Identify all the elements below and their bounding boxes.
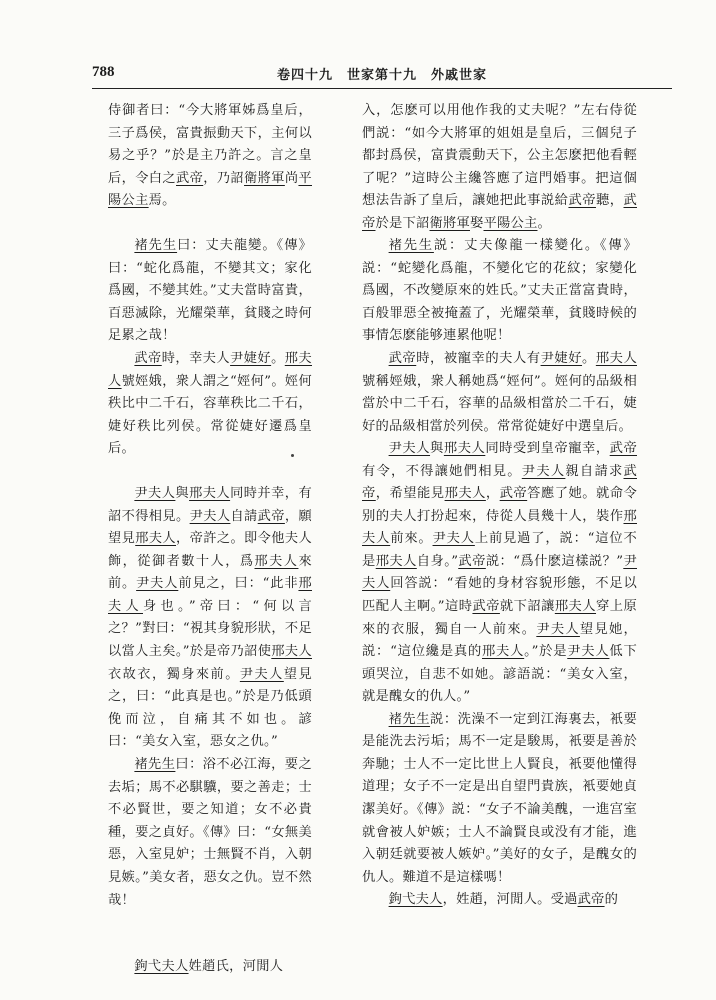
text-run: 聽， — [595, 193, 624, 209]
proper-name: 尹夫人 — [388, 441, 431, 457]
proper-name: 尹夫人 — [189, 508, 231, 524]
proper-name: 尹婕好 — [540, 351, 583, 367]
proper-name: 邢夫人 — [444, 486, 486, 502]
text-run: 娶 — [470, 215, 484, 231]
proper-name: 武帝 — [362, 193, 637, 231]
text-run: 號稱娙娥，衆人稱她爲“娙何”。娙何的品級相當於中二千石，容華的品級相當於二千石，婕好的品級相當於列侯。常常從婕好中選皇后。 — [362, 373, 637, 434]
text-run: 姓趙氏，河閒人 — [188, 959, 284, 975]
text-run: ，帝許之。即令他夫人飾，從御者數十人，爲 — [108, 531, 312, 569]
text-run: 穿上原來的衣服，獨自一人前來。 — [362, 599, 637, 637]
paragraph — [108, 754, 312, 912]
text-run: ，乃詔 — [203, 170, 245, 186]
text-run: 自身。” — [416, 553, 459, 569]
proper-name: 武帝 — [609, 441, 637, 457]
text-run: 於是下詔 — [375, 215, 430, 231]
text-run: 説：“爲什麽這樣説？” — [485, 553, 624, 569]
proper-name: 邢夫人 — [362, 508, 637, 547]
proper-name: 衛將軍 — [429, 215, 470, 231]
text-run: 望見她，説：“這位纔是真的 — [362, 621, 637, 660]
proper-name: 武帝 — [568, 193, 596, 209]
proper-name: 褚先生 — [134, 757, 176, 773]
text-run: 曰：浴不必江海，要之去垢；馬不必騏驥，要之善走；士不必賢世，要之知道；女不必貴種，要之貞好。《傳》曰：“女無美惡，入室見妒；士無賢不肖，入朝見嫉。”美女者，惡女之仇。豈不然哉！ — [108, 757, 312, 908]
proper-name: 邢夫人 — [482, 644, 525, 660]
proper-name: 尹夫人 — [567, 644, 610, 660]
proper-name: 尹夫人 — [521, 463, 566, 479]
text-run: 同時受到皇帝寵幸， — [485, 441, 610, 457]
proper-name: 邢夫人 — [108, 576, 312, 614]
proper-name: 武帝 — [499, 486, 528, 502]
text-run: 。 — [582, 351, 596, 367]
text-run: 衣故衣，獨身來前。 — [108, 666, 240, 682]
paragraph — [108, 956, 312, 979]
text-run: 焉。 — [148, 193, 176, 209]
running-head-title: 卷四十九 世家第十九 外戚世家 — [276, 68, 487, 83]
ink-speck — [291, 454, 294, 457]
proper-name: 尹夫人 — [362, 553, 637, 592]
text-run: 入，怎麽可以用他作我的丈夫呢？”左右侍從們説：“如今大將軍的姐姐是皇后，三個兒子都封爲侯，富貴震動天下，公主怎麽把他看輕了呢？”這時公主纔答應了這門婚事。把這個想法告訴了皇后，讓她把此事説給 — [362, 103, 637, 209]
text-run: 回答説：“看她的身材容貌形態，不足以匹配人主啊。”這時 — [362, 576, 637, 615]
proper-name: 平陽公主 — [108, 170, 312, 209]
text-run: 。 — [537, 215, 551, 231]
page-number: 788 — [92, 64, 115, 80]
text-run: 同時并幸，有詔不得相見。 — [108, 485, 312, 524]
proper-name: 尹夫人 — [134, 485, 176, 501]
paragraph — [108, 483, 312, 754]
text-run: ，姓趙，河閒人。受過 — [442, 892, 578, 908]
proper-name: 尹夫人 — [536, 621, 580, 637]
proper-name: 鉤弋夫人 — [388, 892, 443, 908]
text-run: 與 — [430, 441, 444, 457]
modern-translation-column — [362, 100, 637, 912]
paragraph — [108, 235, 312, 348]
text-run: 侍御者曰：“今大將軍姊爲皇后，三子爲侯，富貴振動天下，主何以易之乎？”於是主乃許之。言之皇后，令白之 — [108, 103, 312, 186]
proper-name: 尹夫人 — [136, 576, 179, 592]
paragraph — [362, 709, 637, 889]
text-run: 與 — [175, 485, 190, 501]
proper-name: 邢夫人 — [108, 350, 312, 389]
proper-name: 褚先生 — [388, 711, 431, 727]
proper-name: 邢夫人 — [271, 644, 312, 660]
proper-name: 鉤弋夫人 — [134, 959, 189, 975]
text-run: ，願望見 — [108, 508, 313, 547]
text-run: 時，被寵幸的夫人有 — [416, 351, 541, 367]
proper-name: 邢夫人 — [135, 531, 177, 547]
text-run: 。”於是 — [524, 644, 568, 660]
text-run: ，希望能見 — [375, 486, 445, 502]
classical-text-column — [108, 100, 312, 979]
text-run: 來前。 — [108, 553, 312, 592]
text-run: 曰：丈夫龍變。《傳》曰：“蛇化爲龍，不變其文；家化爲國，不變其姓。”丈夫當時富貴，百惡滅除，光耀榮華，貧賤之時何足累之哉！ — [108, 237, 312, 344]
proper-name: 尹夫人 — [432, 531, 475, 547]
paragraph — [362, 438, 637, 709]
text-run: ， — [485, 486, 500, 502]
text-run: 尚 — [284, 170, 299, 186]
proper-name: 邢夫人 — [443, 441, 486, 457]
proper-name: 武帝 — [577, 892, 605, 908]
proper-name: 武帝 — [362, 463, 637, 502]
proper-name: 武帝 — [176, 170, 204, 186]
proper-name: 邢夫人 — [254, 553, 299, 569]
text-run: 上前見過了，説：“這位不是 — [362, 531, 637, 569]
text-run: 説：丈夫像龍一樣變化。《傳》説：“蛇變化爲龍，不變化它的花紋；家變化爲國，不改變原來的姓氏。”丈夫正當富貴時，百般罪惡全被掩蓋了，光耀榮華，貧賤時候的事情怎麽能够連累他呢！ — [362, 238, 637, 344]
proper-name: 衛將軍 — [244, 170, 285, 186]
proper-name: 邢夫人 — [595, 351, 637, 367]
paragraph — [362, 235, 637, 348]
proper-name: 平陽公主 — [483, 215, 538, 231]
paragraph — [108, 348, 312, 461]
text-run: 有令，不得讓她們相見。 — [362, 463, 522, 479]
text-run: 答應了她。就命令别的夫人打扮起來，侍從人員幾十人，裝作 — [362, 486, 638, 524]
text-run: 望見之，曰：“此真是也。”於是乃低頭俛而泣，自痛其不如也。諺曰：“美女入室，惡女之仇。” — [108, 666, 312, 750]
text-run: 前見之，曰：“此非 — [178, 576, 299, 592]
proper-name: 褚先生 — [388, 238, 434, 254]
text-run: 就下詔讓 — [499, 599, 555, 615]
paragraph — [362, 100, 637, 235]
proper-name: 尹夫人 — [239, 666, 284, 682]
paragraph — [108, 100, 312, 213]
text-run: 的 — [604, 892, 619, 908]
proper-name: 邢夫人 — [375, 553, 417, 569]
text-run: 説：洗澡不一定到江海裏去，衹要是能洗去污垢；馬不一定是駿馬，衹要是善於奔馳；士人不一定比世上人賢良，衹要他懂得道理；女子不一定是出自望門貴族，衹要她貞潔美好。《傳》説：“女子不論美醜，一進宫室就會被人妒嫉；士人不論賢良或没有才能，進入朝廷就要被人嫉妒。”美好的女子，是醜女的仇人。難道不是這樣嗎！ — [362, 711, 637, 885]
proper-name: 邢夫人 — [189, 485, 231, 501]
text-run: 時，幸夫人 — [161, 350, 231, 366]
proper-name: 武帝 — [472, 599, 500, 615]
text-run: 低下頭哭泣，自悲不如她。諺語説：“美女入室，就是醜女的仇人。” — [362, 644, 637, 705]
proper-name: 武帝 — [134, 350, 162, 366]
running-header — [92, 62, 672, 89]
paragraph — [362, 889, 637, 912]
text-run: 親自請求 — [565, 463, 624, 479]
proper-name: 邢夫人 — [554, 599, 597, 615]
text-run: 自請 — [230, 508, 258, 524]
text-run: 身也。”帝曰：“何以言之？”對曰：“視其身貌形狀，不足以當人主矣。”於是帝乃詔使 — [108, 598, 313, 660]
proper-name: 武帝 — [388, 351, 417, 367]
text-run: 號娙娥，衆人謂之“娙何”。娙何秩比中二千石，容華秩比二千石，婕好秩比列侯。常從婕好遷爲皇后。 — [108, 373, 312, 457]
paragraph — [362, 348, 637, 438]
proper-name: 褚先生 — [134, 237, 178, 253]
proper-name: 武帝 — [257, 508, 285, 524]
proper-name: 尹婕好 — [230, 350, 272, 366]
proper-name: 武帝 — [458, 553, 486, 569]
text-run: 。 — [271, 350, 285, 366]
text-run: 前來。 — [390, 531, 433, 547]
